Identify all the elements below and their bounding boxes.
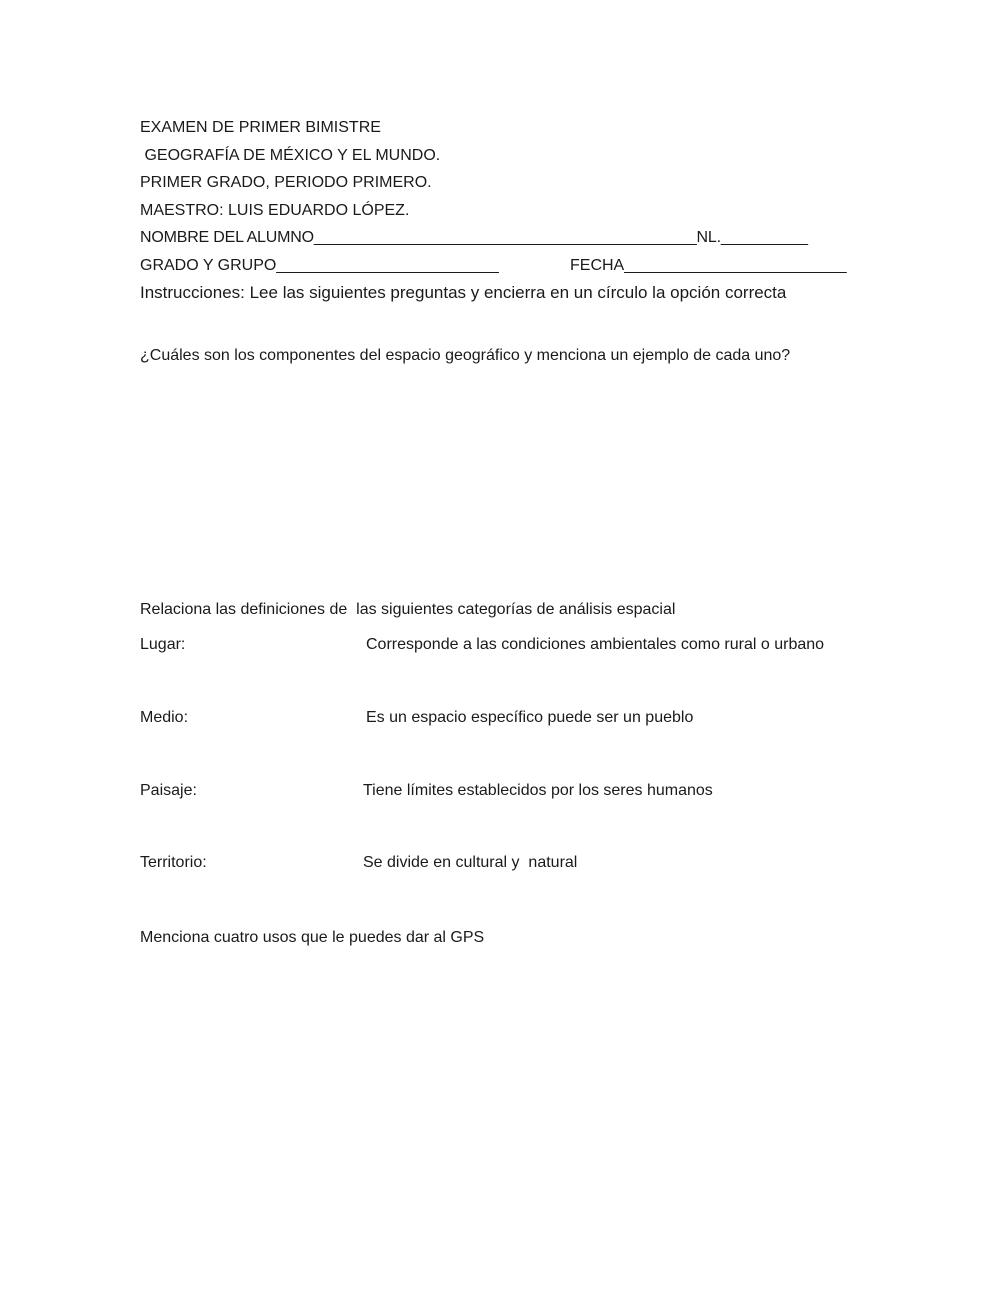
- exam-title: EXAMEN DE PRIMER BIMISTRE: [140, 119, 381, 136]
- definition-4: Se divide en cultural y natural: [363, 854, 578, 871]
- date-field: FECHA_________________________: [570, 257, 847, 274]
- definition-1: Corresponde a las condiciones ambientales como rural o urbano: [366, 636, 825, 653]
- grade-period: PRIMER GRADO, PERIODO PRIMERO.: [140, 174, 432, 191]
- term-paisaje: Paisaje:: [140, 782, 197, 799]
- student-name-field: NOMBRE DEL ALUMNO____________________________________________NL.__________: [140, 229, 808, 246]
- term-medio: Medio:: [140, 709, 189, 726]
- term-territorio: Territorio:: [140, 854, 207, 871]
- question-3: Menciona cuatro usos que le puedes dar al GPS: [140, 929, 485, 946]
- question-2-prompt: Relaciona las definiciones de las siguientes categorías de análisis espacial: [140, 601, 676, 618]
- definition-3: Tiene límites establecidos por los seres humanos: [363, 782, 713, 799]
- term-lugar: Lugar:: [140, 636, 186, 653]
- question-1: ¿Cuáles son los componentes del espacio geográfico y menciona un ejemplo de cada uno?: [140, 347, 791, 364]
- teacher-name: MAESTRO: LUIS EDUARDO LÓPEZ.: [140, 202, 410, 219]
- definition-2: Es un espacio específico puede ser un pueblo: [366, 709, 694, 726]
- instructions: Instrucciones: Lee las siguientes preguntas y encierra en un círculo la opción correcta: [140, 283, 787, 302]
- grade-group-field: GRADO Y GRUPO_________________________: [140, 257, 499, 274]
- subject-title: GEOGRAFÍA DE MÉXICO Y EL MUNDO.: [140, 147, 441, 164]
